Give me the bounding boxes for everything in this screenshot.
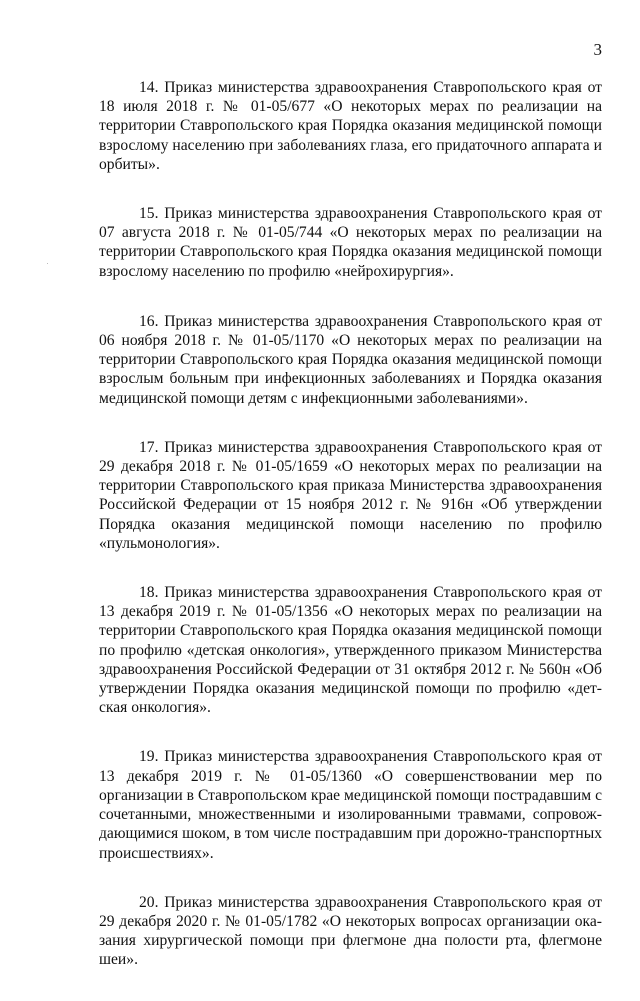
- list-item-20: 20. Приказ министерства здравоохранения Ставропольского края от 29 декабря 2020 г. № 01-05/1782 «О некоторых вопросах организации ока-зания хирургической помощи при флегмоне дна полости рта, флегмоне шеи».: [99, 893, 602, 969]
- list-item-17: 17. Приказ министерства здравоохранения Ставропольского края от 29 декабря 2018 г. № 01-05/1659 «О некоторых мерах по реализации на территории Ставропольского края приказа Министерства здравоохранения Российской Федерации от 15 ноября 2012 г. № 916н «Об утверждении Порядка оказания медицинской помощи населению по профилю «пульмонология».: [99, 438, 602, 552]
- list-item-16: 16. Приказ министерства здравоохранения Ставропольского края от 06 ноября 2018 г. № 01-05/1170 «О некоторых мерах по реализации на территории Ставропольского края Порядка оказания медицинской помощи взрослым больным при инфекционных заболеваниях и Порядка оказания медицинской помощи детям с инфекционными заболеваниями».: [99, 312, 602, 407]
- document-body: [99, 78, 602, 1001]
- list-item-18: 18. Приказ министерства здравоохранения Ставропольского края от 13 декабря 2019 г. № 01-05/1356 «О некоторых мерах по реализации на территории Ставропольского края Порядка оказания медицинской помощи по профилю «детская онкология», утвержденного приказом Министерства здравоохранения Российской Федерации от 31 октября 2012 г. № 560н «Об утверждении Порядка оказания медицинской помощи по профилю «дет-ская онкология».: [99, 584, 602, 717]
- list-item-19: 19. Приказ министерства здравоохранения Ставропольского края от 13 декабря 2019 г. № 01-05/1360 «О совершенствовании мер по организации в Ставропольском крае медицинской помощи пострадавшим с сочетанными, множественными и изолированными травмами, сопровож-дающимися шоком, в том числе пострадавшим при дорожно-транспортных происшествиях».: [99, 748, 602, 862]
- page-number: 3: [593, 40, 602, 59]
- list-item-14: 14. Приказ министерства здравоохранения Ставропольского края от 18 июля 2018 г. № 01-05/677 «О некоторых мерах по реализации на территории Ставропольского края Порядка оказания медицинской помощи взрослому населению при заболеваниях глаза, его придаточного аппарата и орбиты».: [99, 79, 602, 173]
- scan-artifact-dot: [47, 263, 48, 264]
- list-item-15: 15. Приказ министерства здравоохранения Ставропольского края от 07 августа 2018 г. № 01-05/744 «О некоторых мерах по реализации на территории Ставропольского края Порядка оказания медицинской помощи взрослому населению по профилю «нейрохирургия».: [99, 205, 602, 280]
